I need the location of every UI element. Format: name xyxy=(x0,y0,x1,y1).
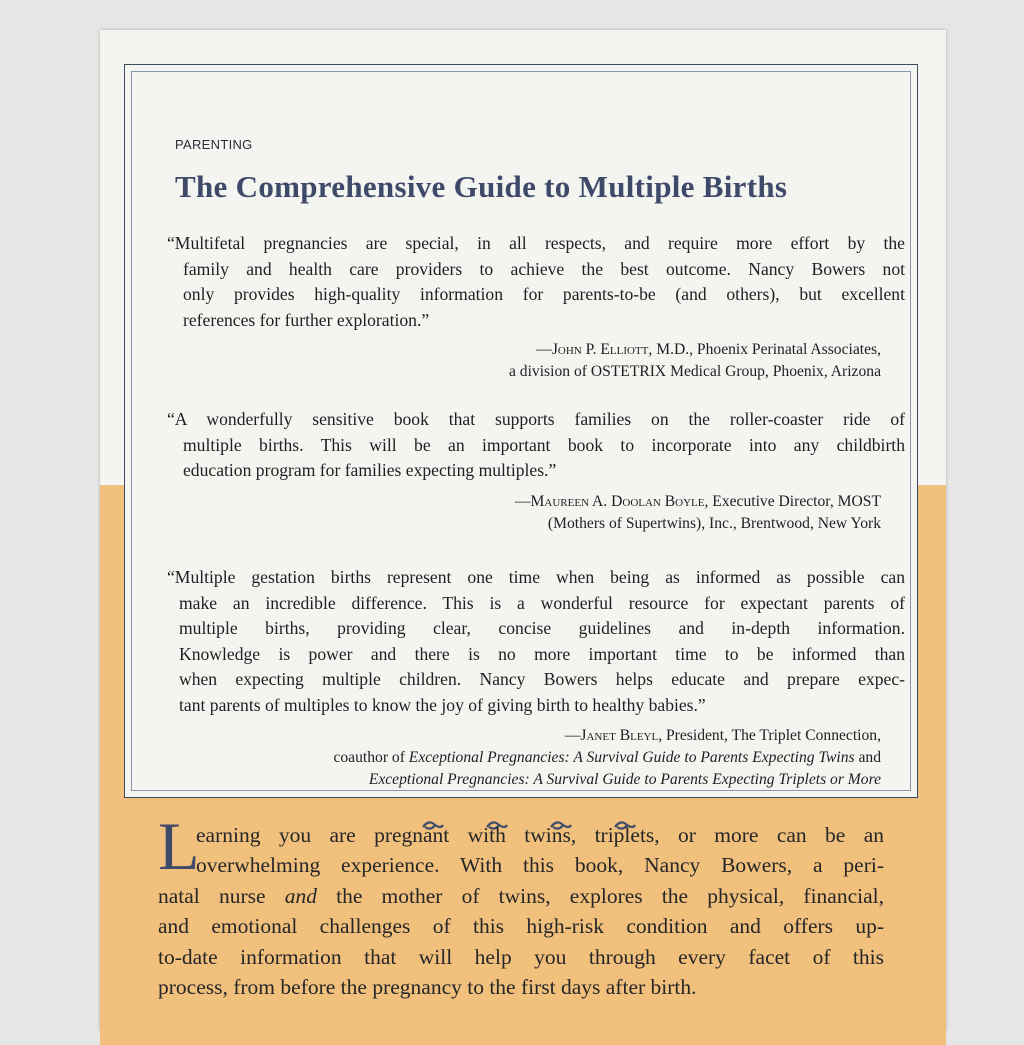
description-line: and emotional challenges of this high-risk condition and offers up- xyxy=(158,914,884,939)
description-line: earning you are pregnant with twins, triplets, or more can be an xyxy=(196,823,884,847)
category-label: PARENTING xyxy=(175,137,253,152)
quote-line: tant parents of multiples to know the joy of giving birth to healthy babies.” xyxy=(179,694,706,715)
quote-line: family and health care providers to achieve the best outcome. Nancy Bowers not xyxy=(183,258,905,279)
quote-line: when expecting multiple children. Nancy Bowers helps educate and prepare expec- xyxy=(179,669,905,689)
quote-line: only provides high-quality information for parents-to-be (and others), but excellent xyxy=(183,284,905,304)
quote-line: education program for families expecting multiples.” xyxy=(183,460,557,480)
quote-line: make an incredible difference. This is a wonderful resource for expectant parents of xyxy=(179,592,905,613)
endorser-affiliation: a division of OSTETRIX Medical Group, Phoenix, Arizona xyxy=(508,363,881,380)
quote-line: references for further exploration.” xyxy=(183,309,430,330)
endorser-name: Maureen A. Doolan Boyle xyxy=(530,493,705,510)
attribution-dash: — xyxy=(536,341,552,358)
description-text: natal nurse xyxy=(158,883,285,908)
endorser-title: , President, The Triplet Connection, xyxy=(658,727,881,744)
description-line: overwhelming experience. With this book, Nancy Bowers, a peri- xyxy=(196,853,884,878)
book-back-cover xyxy=(100,30,946,1030)
endorsement-attribution-1 xyxy=(141,339,881,383)
endorsement-attribution-2 xyxy=(141,491,881,535)
endorser-role: coauthor of xyxy=(333,749,409,766)
endorser-title: , M.D., Phoenix Perinatal Associates, xyxy=(648,341,881,358)
attribution-dash: — xyxy=(514,493,531,510)
description-line: process, from before the pregnancy to the first days after birth. xyxy=(158,975,697,1000)
quote-line: “Multifetal pregnancies are special, in all respects, and require more effort by the xyxy=(167,233,905,253)
endorsement-quote-2 xyxy=(167,407,905,484)
endorser-affiliation: (Mothers of Supertwins), Inc., Brentwood, New York xyxy=(547,515,881,532)
description-line xyxy=(158,881,884,911)
description-line: to-date information that will help you through every facet of this xyxy=(158,944,884,969)
endorser-name: John P. Elliott xyxy=(551,341,649,358)
quote-line: “A wonderfully sensitive book that supports families on the roller-coaster ride of xyxy=(167,409,905,429)
endorsement-attribution-3 xyxy=(141,725,881,791)
endorser-name: Janet Bleyl xyxy=(580,727,659,744)
quote-line: multiple births, providing clear, concise guidelines and in-depth information. xyxy=(179,618,905,638)
quote-line: “Multiple gestation births represent one time when being as informed as possible can xyxy=(167,567,905,587)
drop-cap: L xyxy=(158,808,200,884)
endorsement-quote-1 xyxy=(167,231,905,333)
description-text: the mother of twins, explores the physical, financial, xyxy=(316,883,884,908)
book-reference-title: Exceptional Pregnancies: A Survival Guide to Parents Expecting Twins xyxy=(408,749,855,766)
quote-line: Knowledge is power and there is no more important time to be informed than xyxy=(179,643,905,664)
endorsement-quote-3 xyxy=(167,565,905,718)
attribution-dash: — xyxy=(564,727,581,744)
description-emphasis: and xyxy=(284,883,317,908)
quote-line: multiple births. This will be an important book to incorporate into any childbirth xyxy=(183,434,905,455)
blurb-frame xyxy=(124,64,918,798)
book-description xyxy=(158,820,884,1002)
conjunction-text: and xyxy=(854,749,881,766)
book-reference-title: Exceptional Pregnancies: A Survival Guide to Parents Expecting Triplets or More xyxy=(368,771,881,788)
endorser-title: , Executive Director, MOST xyxy=(704,493,881,510)
book-title: The Comprehensive Guide to Multiple Births xyxy=(175,169,788,204)
